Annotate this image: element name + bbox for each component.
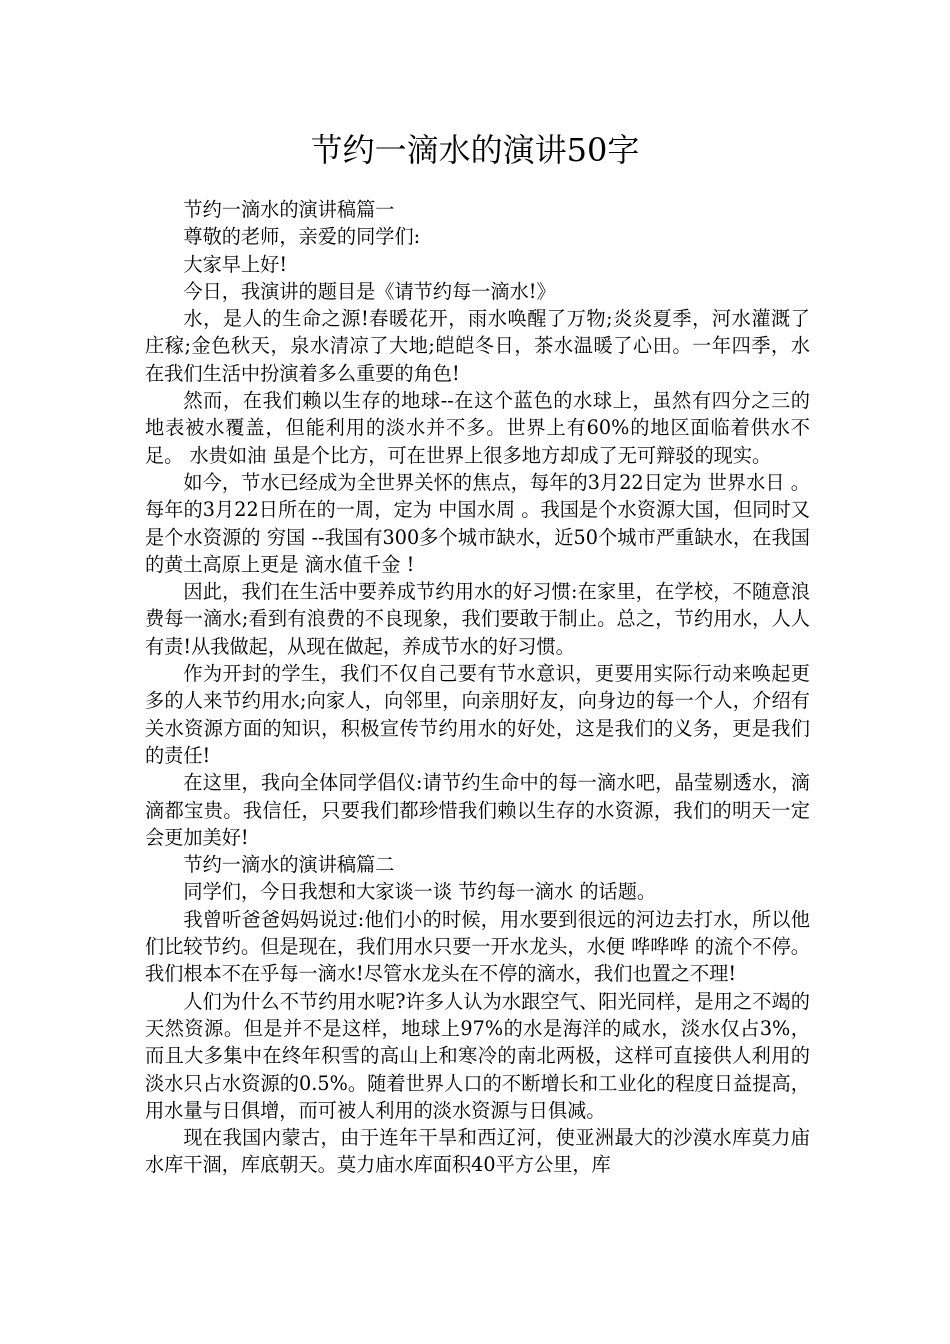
paragraph: 节约一滴水的演讲稿篇二 bbox=[183, 853, 395, 877]
paragraph: 作为开封的学生，我们不仅自己要有节水意识，更要用实际行动来唤起更多的人来节约用水;向家人，向邻里，向亲朋好友，向身边的每一个人，介绍有关水资源方面的知识，积极宣传节约用水的好处，这是我们的义务，更是我们的责任! bbox=[145, 662, 810, 767]
paragraph: 我曾听爸爸妈妈说过:他们小的时候，用水要到很远的河边去打水，所以他们比较节约。但是现在，我们用水只要一开水龙头，水便 哗哗哗 的流个不停。我们根本不在乎每一滴水!尽管水龙头在不停的滴水，我们也置之不理! bbox=[145, 907, 810, 986]
paragraph: 尊敬的老师，亲爱的同学们: bbox=[183, 225, 421, 249]
paragraph: 现在我国内蒙古，由于连年干旱和西辽河，使亚洲最大的沙漠水库莫力庙水库干涸，库底朝天。莫力庙水库面积40平方公里，库 bbox=[145, 1126, 810, 1177]
paragraph: 在这里，我向全体同学倡仪:请节约生命中的每一滴水吧，晶莹剔透水，滴滴都宝贵。我信任，只要我们都珍惜我们赖以生存的水资源，我们的明天一定会更加美好! bbox=[145, 771, 810, 849]
document-body bbox=[145, 196, 810, 1179]
paragraph: 然而，在我们赖以生存的地球--在这个蓝色的水球上，虽然有四分之三的地表被水覆盖，但能利用的淡水并不多。世界上有60%的地区面临着供水不足。 水贵如油 虽是个比方，可在世界上很多地方却成了无可辩驳的现实。 bbox=[145, 389, 810, 467]
document-title: 节约一滴水的演讲50字 bbox=[310, 131, 640, 169]
paragraph: 今日，我演讲的题目是《请节约每一滴水!》 bbox=[183, 279, 556, 303]
paragraph: 因此，我们在生活中要养成节约用水的好习惯:在家里，在学校，不随意浪费每一滴水;看到有浪费的不良现象，我们要敢于制止。总之，节约用水，人人有责!从我做起，从现在做起，养成节水的好习惯。 bbox=[145, 580, 810, 658]
paragraph: 节约一滴水的演讲稿篇一 bbox=[183, 198, 395, 221]
paragraph: 同学们，今日我想和大家谈一谈 节约每一滴水 的话题。 bbox=[183, 880, 657, 904]
paragraph: 人们为什么不节约用水呢?许多人认为水跟空气、阳光同样，是用之不竭的天然资源。但是并不是这样，地球上97%的水是海洋的咸水，淡水仅占3%，而且大多集中在终年积雪的高山上和寒冷的南北两极，这样可直接供人利用的淡水只占水资源的0.5%。随着世界人口的不断增长和工业化的程度日益提高，用水量与日俱增，而可被人利用的淡水资源与日俱减。 bbox=[145, 989, 810, 1122]
paragraph: 水，是人的生命之源!春暖花开，雨水唤醒了万物;炎炎夏季，河水灌溉了庄稼;金色秋天，泉水清凉了大地;皑皑冬日，茶水温暖了心田。一年四季，水在我们生活中扮演着多么重要的角色! bbox=[145, 307, 810, 385]
paragraph: 如今，节水已经成为全世界关怀的焦点，每年的3月22日定为 世界水日 。每年的3月22日所在的一周，定为 中国水周 。我国是个水资源大国，但同时又是个水资源的 穷国 --我国有300多个城市缺水，近50个城市严重缺水，在我国的黄土高原上更是 滴水值千金 ! bbox=[145, 470, 810, 576]
paragraph: 大家早上好! bbox=[183, 252, 288, 276]
